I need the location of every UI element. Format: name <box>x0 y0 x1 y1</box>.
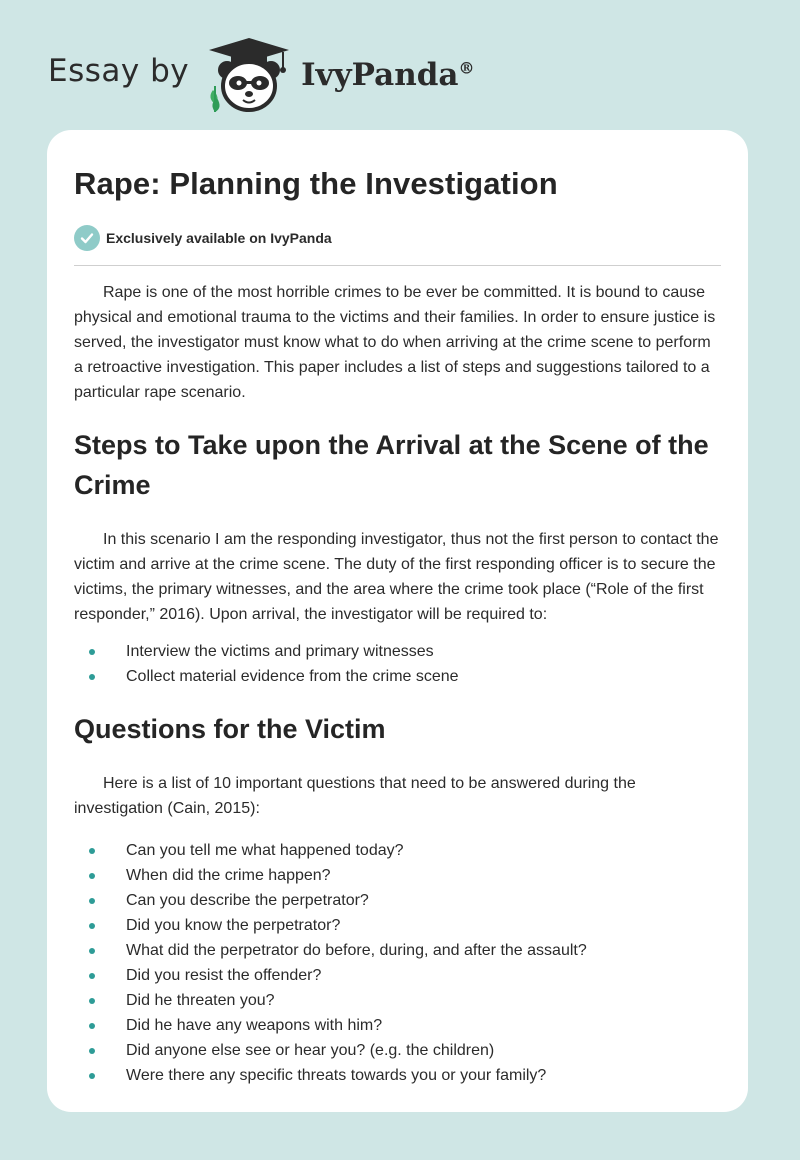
list-item: Collect material evidence from the crime scene <box>74 664 721 689</box>
section-heading-questions: Questions for the Victim <box>74 714 386 744</box>
divider <box>74 265 721 266</box>
list-item: Did he have any weapons with him? <box>74 1013 721 1038</box>
list-item: Interview the victims and primary witnesses <box>74 639 721 664</box>
exclusive-badge <box>74 224 721 252</box>
list-item: Did anyone else see or hear you? (e.g. the children) <box>74 1038 721 1063</box>
check-icon <box>74 225 100 251</box>
list-item: Did you resist the offender? <box>74 963 721 988</box>
section-heading-arrival: Steps to Take upon the Arrival at the Scene of the Crime <box>74 430 709 500</box>
list-item: Were there any specific threats towards you or your family? <box>74 1063 721 1088</box>
page-title: Rape: Planning the Investigation <box>74 166 558 201</box>
list-item: Can you describe the perpetrator? <box>74 888 721 913</box>
brand-header <box>48 34 475 114</box>
list-item: What did the perpetrator do before, during, and after the assault? <box>74 938 721 963</box>
list-item: Did he threaten you? <box>74 988 721 1013</box>
brand-name: IvyPanda® <box>301 57 475 93</box>
arrival-paragraph: In this scenario I am the responding investigator, thus not the first person to contact the victim and arrive at the crime scene. The duty of the first responding officer is to secure the victims, the primary witnesses, and the area where the crime took place (“Role of the first responder,” 2016). Upon arrival, the investigator will be required to: <box>74 531 719 623</box>
intro-paragraph: Rape is one of the most horrible crimes to be ever be committed. It is bound to cause physical and emotional trauma to the victims and their families. In order to ensure justice is served, the investigator must know what to do when arriving at the crime scene to perform a retroactive investigation. This paper includes a list of steps and suggestions tailored to a particular rape scenario. <box>74 284 716 401</box>
questions-paragraph: Here is a list of 10 important questions that need to be answered during the investigation (Cain, 2015): <box>74 775 636 817</box>
questions-list <box>74 838 721 1088</box>
list-item: Did you know the perpetrator? <box>74 913 721 938</box>
list-item: Can you tell me what happened today? <box>74 838 721 863</box>
panda-logo-icon[interactable] <box>203 34 295 114</box>
registered-mark: ® <box>458 58 475 78</box>
badge-text: Exclusively available on IvyPanda <box>106 230 332 246</box>
list-item: When did the crime happen? <box>74 863 721 888</box>
essay-card <box>47 130 748 1112</box>
arrival-steps-list <box>74 639 721 689</box>
brand-prefix: Essay by <box>48 53 190 89</box>
